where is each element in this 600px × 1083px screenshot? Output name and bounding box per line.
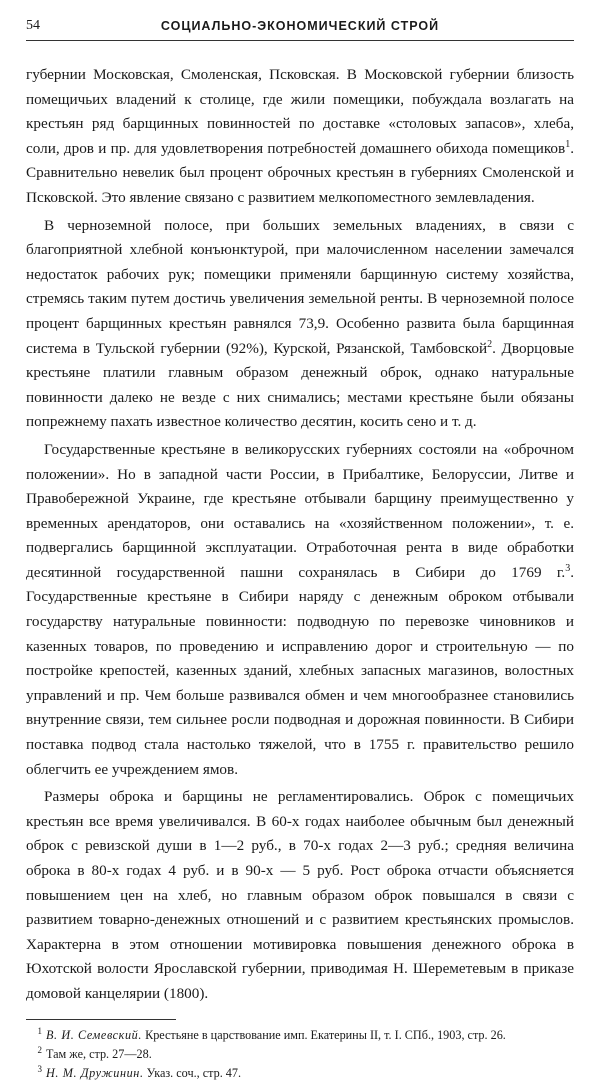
paragraph [26, 214, 574, 435]
footnote-divider [26, 1019, 176, 1020]
paragraph-text: Размеры оброка и барщины не регламентировались. Оброк с помещичьих крестьян все время увеличивался. В 60-х годах наиболее обычным был денежный оброк с ревизской души в 1—2 руб., в 70-х годах 2—3 руб.; средняя величина оброка в 80-х годах 4 руб. и в 90-х — 5 руб. Рост оброка отчасти объясняется повышением цен на хлеб, но главным образом оброк повышался в связи с развитием товарно-денежных отношений и с развитием крестьянских промыслов. Характерна в этом отношении мотивировка повышения денежного оброка в Юхотской волости Ярославской губернии, приводимая Н. Шереметевым в приказе домовой канцелярии (1800). [26, 788, 574, 1002]
footnote-text: Указ. соч., стр. 47. [143, 1065, 242, 1080]
paragraph-text: Государственные крестьяне в великорусских губерниях состояли на «оброчном положении». Но в западной части России, в Прибалтике, Белоруссии, Литве и Правобережной Украине, где крестьяне отбывали барщину преимущественно у временных арендаторов, они оставались на «хозяйственном положении», т. е. подвергались барщинной эксплуатации. Отработочная рента в виде обработки десятинной государственной пашни сохранялась в Сибири до 1769 г. [26, 440, 574, 581]
footnote: 2 Там же, стр. 27—28. [37, 1044, 152, 1061]
book-page [26, 14, 574, 1083]
paragraph-text: . Дворцовые крестьяне платили главным образом денежный оброк, однако натуральные повинности далеко не везде с них снимались; местами крестьяне были обязаны попрежнему пахать известное количество десятин, косить сено и т. д. [26, 339, 574, 431]
footnote-ref: 2 [487, 338, 493, 350]
body-text [26, 63, 574, 1007]
footnote-author: В. И. Семевский. [46, 1027, 143, 1042]
paragraph [26, 63, 574, 211]
running-head [26, 14, 574, 41]
footnote-text: Крестьяне в царствование имп. Екатерины II, т. I. СПб., 1903, стр. 26. [142, 1027, 506, 1042]
footnotes [26, 1019, 574, 1082]
footnote-author: Н. М. Дружинин. [46, 1065, 144, 1080]
footnote: 1 В. И. Семевский. Крестьяне в царствование имп. Екатерины II, т. I. СПб., 1903, стр. 26. [37, 1025, 506, 1042]
running-title: СОЦИАЛЬНО-ЭКОНОМИЧЕСКИЙ СТРОЙ [160, 19, 440, 33]
paragraph-text: В черноземной полосе, при больших земельных владениях, в связи с благоприятной хлебной конъюнктурой, при малочисленном населении замечался недостаток рабочих рук; помещики применяли барщинную систему хозяйства, стремясь таким путем достичь увеличения земельной ренты. В черноземной полосе процент барщинных крестьян равнялся 73,9. Особенно развита была барщинная система в Тульской губернии (92%), Курской, Рязанской, Тамбовской [26, 216, 574, 357]
paragraph [26, 438, 574, 782]
footnote-ref: 3 [565, 562, 571, 574]
footnote-text: Там же, стр. 27—28. [46, 1046, 152, 1061]
page-number: 54 [26, 18, 40, 33]
footnote-ref: 1 [565, 138, 571, 150]
paragraph-text: губернии Московская, Смоленская, Псковская. В Московской губернии близость помещичьих владений к столице, где жили помещики, побуждала возлагать на крестьян ряд барщинных повинностей по доставке «столовых запасов», хлеба, соли, дров и пр. для удовлетворения потребностей домашнего обихода помещиков [26, 66, 574, 157]
paragraph-text: . Сравнительно невелик был процент оброчных крестьян в губерниях Смоленской и Псковской. Это явление связано с развитием мелкопоместного землевладения. [26, 139, 574, 206]
footnote: 3 Н. М. Дружинин. Указ. соч., стр. 47. [37, 1063, 242, 1080]
paragraph-text: . Государственные крестьяне в Сибири наряду с денежным оброком отбывали государству натуральные повинности: подводную по перевозке чиновников и казенных товаров, по проведению и исправлению дорог и строительную — по постройке крепостей, казенных зданий, хлебных запасных магазинов, волостных управлений и пр. Чем больше развивался обмен и чем многообразнее становились внутренние связи, тем сильнее росли подводная и дорожная повинности. В Сибири поставка подвод стала настолько тяжелой, что в 1755 г. правительство решило облегчить ее учреждением ямов. [26, 563, 574, 778]
paragraph [26, 785, 574, 1006]
